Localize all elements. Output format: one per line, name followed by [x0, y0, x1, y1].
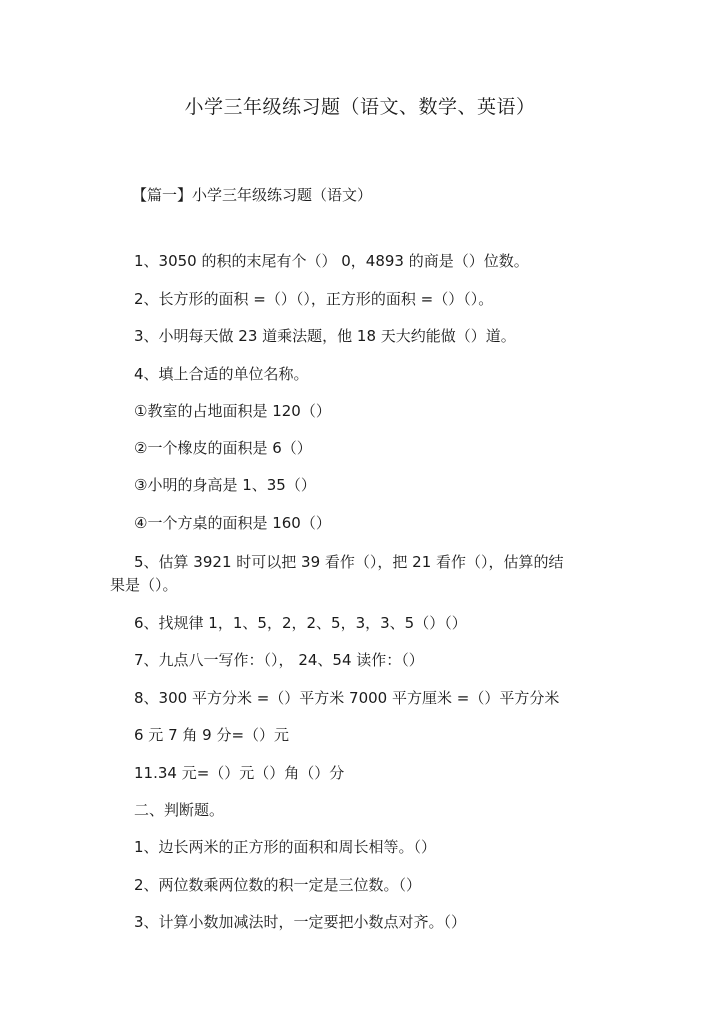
question-5: [110, 551, 600, 597]
question-line: 6 元 7 角 9 分=（）元: [134, 726, 290, 744]
question-line: 6、找规律 1，1、5，2，2、5，3，3、5（）（）: [134, 614, 467, 632]
question-line: 1、边长两米的正方形的面积和周长相等。（）: [134, 838, 437, 856]
section-heading-judgement: 二、判断题。: [134, 801, 225, 819]
question-line: 7、九点八一写作：（）， 24、54 读作：（）: [134, 651, 424, 669]
question-line: ②一个橡皮的面积是 6（）: [134, 439, 312, 457]
question-line: ①教室的占地面积是 120（）: [134, 402, 331, 420]
question-line: 2、两位数乘两位数的积一定是三位数。（）: [134, 876, 422, 894]
question-line: 1、3050 的积的末尾有个（） 0，4893 的商是（）位数。: [134, 252, 529, 270]
section-heading: 【篇一】小学三年级练习题（语文）: [132, 186, 373, 204]
question-line: 3、计算小数加减法时，一定要把小数点对齐。（）: [134, 913, 467, 931]
question-line: ③小明的身高是 1、35（）: [134, 476, 316, 494]
question-line: 4、填上合适的单位名称。: [134, 365, 309, 383]
question-5-line-2: 果是（）。: [110, 576, 178, 594]
question-line: 8、300 平方分米 =（）平方米 7000 平方厘米 =（）平方分米: [134, 689, 560, 707]
question-line: 11.34 元=（）元（）角（）分: [134, 764, 345, 782]
question-line: 3、小明每天做 23 道乘法题，他 18 天大约能做（）道。: [134, 327, 516, 345]
document-title: 小学三年级练习题（语文、数学、英语）: [184, 96, 536, 118]
question-line: 2、长方形的面积 =（）（），正方形的面积 =（）（）。: [134, 290, 494, 308]
question-5-line-1: 5、估算 3921 时可以把 39 看作（），把 21 看作（），估算的结: [134, 553, 564, 571]
question-line: ④一个方桌的面积是 160（）: [134, 514, 331, 532]
